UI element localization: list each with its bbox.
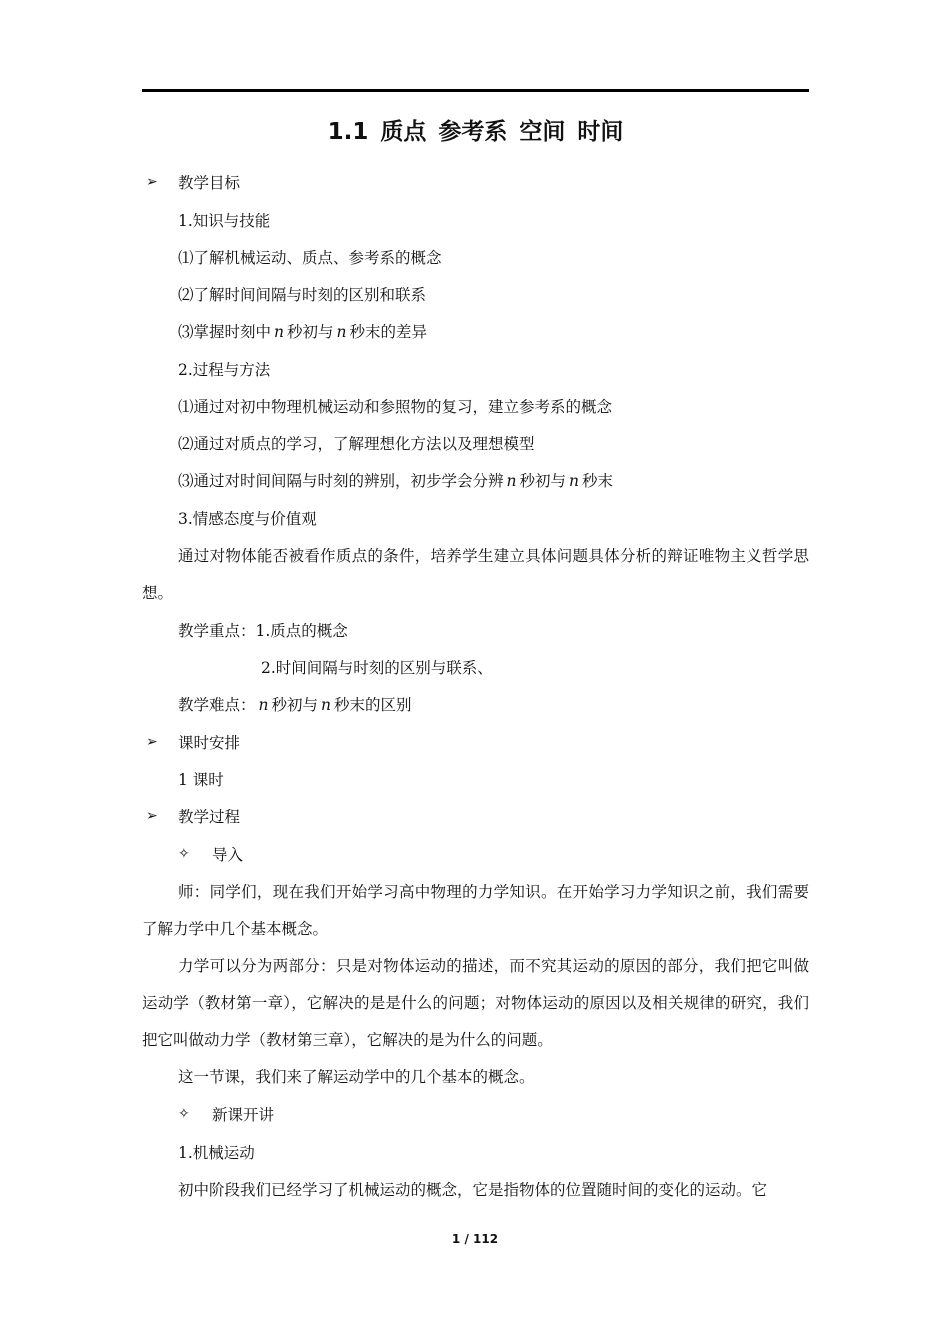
knowledge-heading: 1.知识与技能	[178, 212, 271, 230]
title-part: 空间	[519, 119, 566, 145]
intro-paragraph-1: 师：同学们，现在我们开始学习高中物理的力学知识。在开始学习力学知识之前，我们需要了解力学中几个基本概念。	[142, 883, 809, 938]
section-heading-process: 教学过程	[178, 808, 241, 826]
difficult-label: 教学难点：	[178, 696, 256, 714]
mechanical-motion-paragraph: 初中阶段我们已经学习了机械运动的概念，它是指物体的位置随时间的变化的运动。它	[178, 1181, 768, 1199]
text-part: 秒末的差异	[349, 323, 428, 341]
title-part: 时间	[577, 119, 624, 145]
text-part: 秒初与	[287, 323, 334, 341]
key-label: 教学重点：	[178, 622, 256, 640]
text-part: 秒末	[582, 472, 614, 490]
mechanical-motion-heading: 1.机械运动	[178, 1144, 255, 1162]
section-heading-schedule: 课时安排	[178, 734, 241, 752]
arrow-bullet-icon: ➢	[146, 808, 158, 824]
intro-paragraph-2: 力学可以分为两部分：只是对物体运动的描述，而不究其运动的原因的部分，我们把它叫做运动学（教材第一章），它解决的是是什么的问题；对物体运动的原因以及相关规律的研究，我们把它叫做动力学（教材第三章），它解决的是为什么的问题。	[142, 957, 809, 1049]
difficult-points	[178, 695, 412, 715]
knowledge-item-2: ⑵了解时间间隔与时刻的区别和联系	[178, 286, 427, 304]
text-part: 秒末的区别	[334, 696, 412, 714]
page-title	[142, 114, 809, 150]
new-lesson-heading: 新课开讲	[212, 1106, 275, 1124]
arrow-bullet-icon: ➢	[146, 174, 158, 190]
emotion-heading: 3.情感态度与价值观	[178, 510, 317, 528]
text-part: ⑶掌握时刻中	[178, 323, 272, 341]
intro-heading: 导入	[212, 846, 244, 864]
text-part: ⑶通过对时间间隔与时刻的辨别，初步学会分辨	[178, 472, 504, 490]
schedule-value: 1 课时	[178, 771, 224, 789]
arrow-bullet-icon: ➢	[146, 734, 158, 750]
key-item-2: 2.时间间隔与时刻的区别与联系、	[261, 659, 493, 677]
knowledge-item-3	[178, 322, 427, 342]
text-part: 秒初与	[271, 696, 319, 714]
text-part: 秒初与	[519, 472, 567, 490]
method-item-1: ⑴通过对初中物理机械运动和参照物的复习，建立参考系的概念	[178, 398, 613, 416]
top-rule	[142, 89, 809, 92]
key-item-1: 1.质点的概念	[255, 622, 348, 640]
section-heading-goals: 教学目标	[178, 174, 241, 192]
variable-n: n	[336, 323, 347, 341]
variable-n: n	[506, 472, 517, 490]
variable-n: n	[569, 472, 579, 490]
title-part: 参考系	[438, 119, 508, 145]
emotion-paragraph: 通过对物体能否被看作质点的条件，培养学生建立具体问题具体分析的辩证唯物主义哲学思想。	[142, 547, 809, 602]
variable-n: n	[321, 696, 331, 714]
page-number: 1 / 112	[451, 1232, 499, 1246]
diamond-bullet-icon: ✧	[178, 846, 190, 862]
title-part: 1.1	[327, 119, 369, 145]
key-points-line-1	[178, 621, 348, 641]
method-item-2: ⑵通过对质点的学习，了解理想化方法以及理想模型	[178, 435, 535, 453]
method-item-3	[178, 471, 613, 491]
knowledge-item-1: ⑴了解机械运动、质点、参考系的概念	[178, 249, 442, 267]
diamond-bullet-icon: ✧	[178, 1106, 190, 1122]
intro-paragraph-3: 这一节课，我们来了解运动学中的几个基本的概念。	[178, 1068, 535, 1086]
title-part: 质点	[380, 119, 427, 145]
variable-n: n	[258, 696, 269, 714]
variable-n: n	[274, 323, 284, 341]
method-heading: 2.过程与方法	[178, 361, 271, 379]
